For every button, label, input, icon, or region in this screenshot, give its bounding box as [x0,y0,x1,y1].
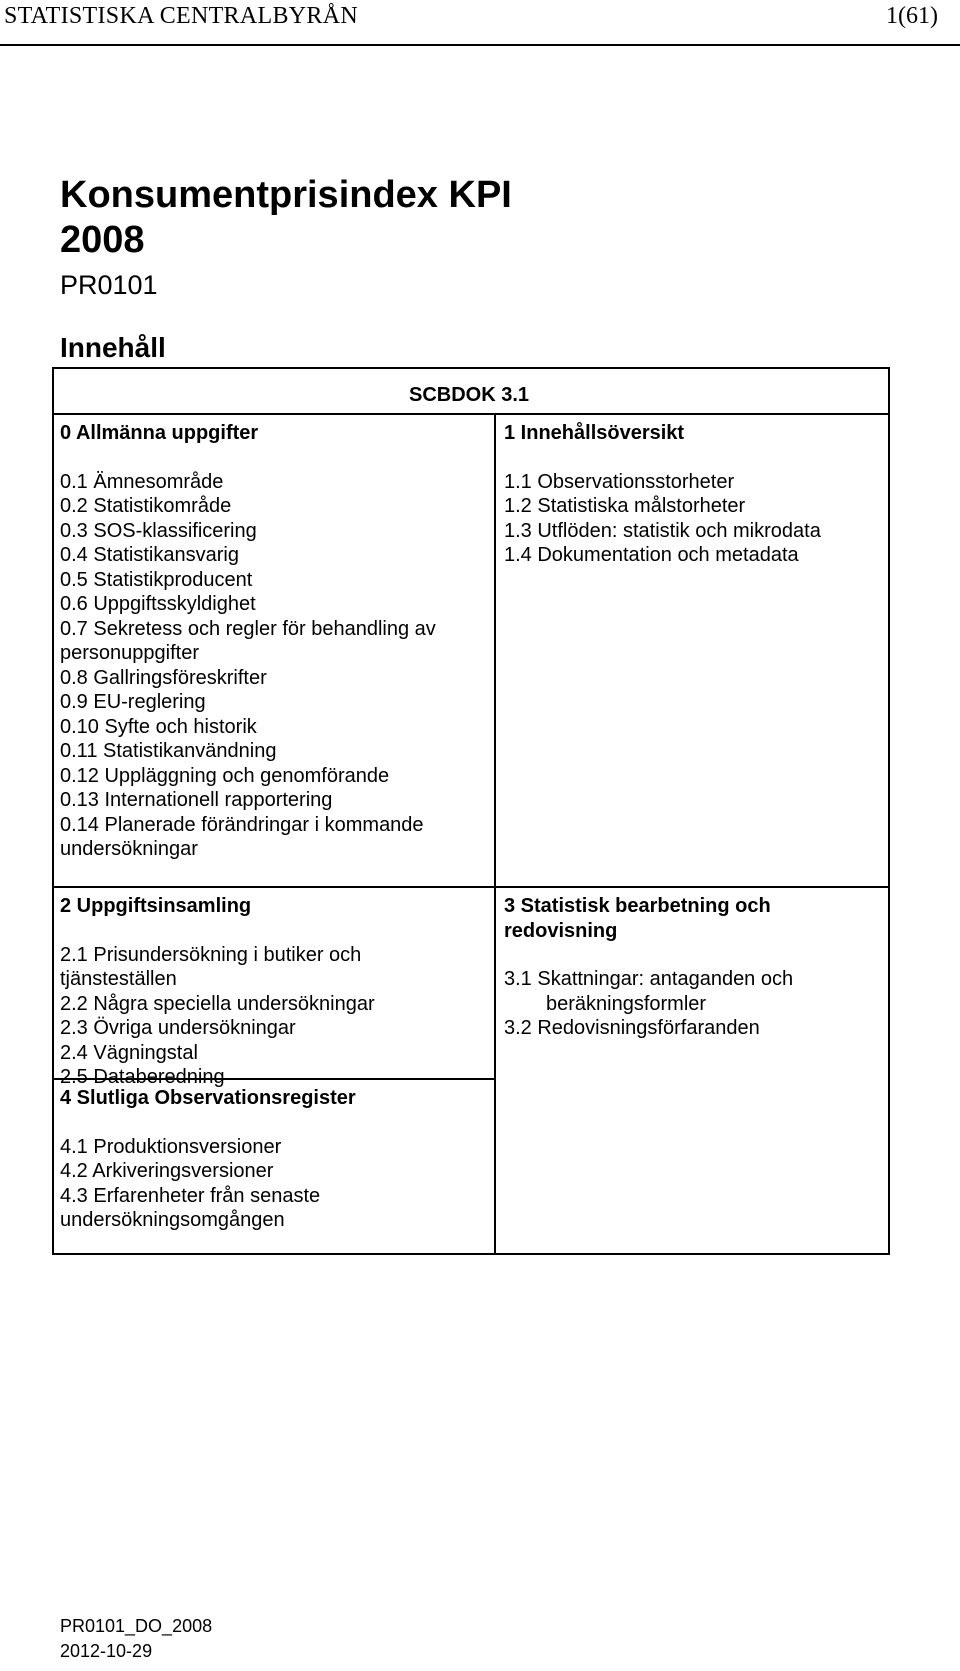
contents-heading: Innehåll [60,332,166,363]
toc-item[interactable]: 0.8 Gallringsföreskrifter [60,666,267,689]
toc-item[interactable]: 2.2 Några speciella undersökningar [60,992,375,1015]
toc-item[interactable]: 2.4 Vägningstal [60,1041,198,1064]
toc-section-heading: 0 Allmänna uppgifter [60,422,259,444]
toc-item[interactable]: 4.1 Produktionsversioner [60,1135,282,1158]
toc-item[interactable]: 3.2 Redovisningsförfaranden [504,1017,760,1039]
toc-section-heading: 1 Innehållsöversikt [504,422,685,444]
toc-item[interactable]: 2.3 Övriga undersökningar [60,1017,296,1039]
toc-section-heading: 2 Uppgiftsinsamling [60,895,252,917]
toc-item[interactable]: 0.11 Statistikanvändning [60,740,277,762]
toc-section-4 [60,1086,480,1233]
table-divider [54,413,888,415]
toc-item[interactable]: 0.1 Ämnesområde [60,470,224,493]
toc-item[interactable]: 1.3 Utflöden: statistik och mikrodata [504,519,821,542]
toc-item[interactable]: 0.2 Statistikområde [60,495,232,517]
organization-name: STATISTISKA CENTRALBYRÅN [4,3,358,29]
page-number: 1(61) [886,3,938,29]
toc-item[interactable]: 0.4 Statistikansvarig [60,544,239,566]
table-column-divider [494,413,496,1253]
toc-item[interactable]: 2.1 Prisundersökning i butiker och tjänsteställen [60,943,362,990]
footer-date: 2012-10-29 [60,1641,153,1661]
toc-item[interactable]: 0.6 Uppgiftsskyldighet [60,593,256,615]
toc-item[interactable]: 2.5 Databeredning [60,1066,225,1088]
toc-item[interactable]: 1.1 Observationsstorheter [504,470,735,493]
toc-item[interactable]: 0.13 Internationell rapportering [60,789,333,811]
page-footer [60,1614,212,1664]
toc-item[interactable]: 0.3 SOS-klassificering [60,519,257,542]
toc-item[interactable]: 4.2 Arkiveringsversioner [60,1160,274,1182]
toc-section-3 [504,894,834,1041]
table-divider [54,886,888,888]
toc-item[interactable]: 3.1 Skattningar: antaganden och beräkningsformler [504,968,794,1015]
toc-item[interactable]: 1.4 Dokumentation och metadata [504,544,799,566]
toc-item[interactable]: 0.14 Planerade förändringar i kommande undersökningar [60,813,424,860]
document-title: Konsumentprisindex KPI 2008 [60,174,512,261]
toc-item[interactable]: 0.5 Statistikproducent [60,568,253,591]
toc-section-2 [60,894,480,1090]
toc-item[interactable]: 0.7 Sekretess och regler för behandling av personuppgifter [60,617,436,664]
toc-item[interactable]: 1.2 Statistiska målstorheter [504,495,746,517]
toc-item[interactable]: 0.12 Uppläggning och genomförande [60,764,390,787]
product-code: PR0101 [60,270,158,300]
toc-item[interactable]: 0.10 Syfte och historik [60,715,257,738]
header-rule [0,44,960,46]
contents-table [52,367,890,1255]
toc-item[interactable]: 4.3 Erfarenheter från senaste undersökningsomgången [60,1184,321,1231]
doc-type-label: SCBDOK 3.1 [409,384,530,406]
toc-section-0 [60,421,480,862]
toc-section-heading: 3 Statistisk bearbetning och redovisning [504,895,771,942]
footer-doc-id: PR0101_DO_2008 [60,1616,213,1636]
toc-item[interactable]: 0.9 EU-reglering [60,691,206,713]
toc-section-heading: 4 Slutliga Observationsregister [60,1087,356,1109]
toc-section-1 [504,421,882,568]
